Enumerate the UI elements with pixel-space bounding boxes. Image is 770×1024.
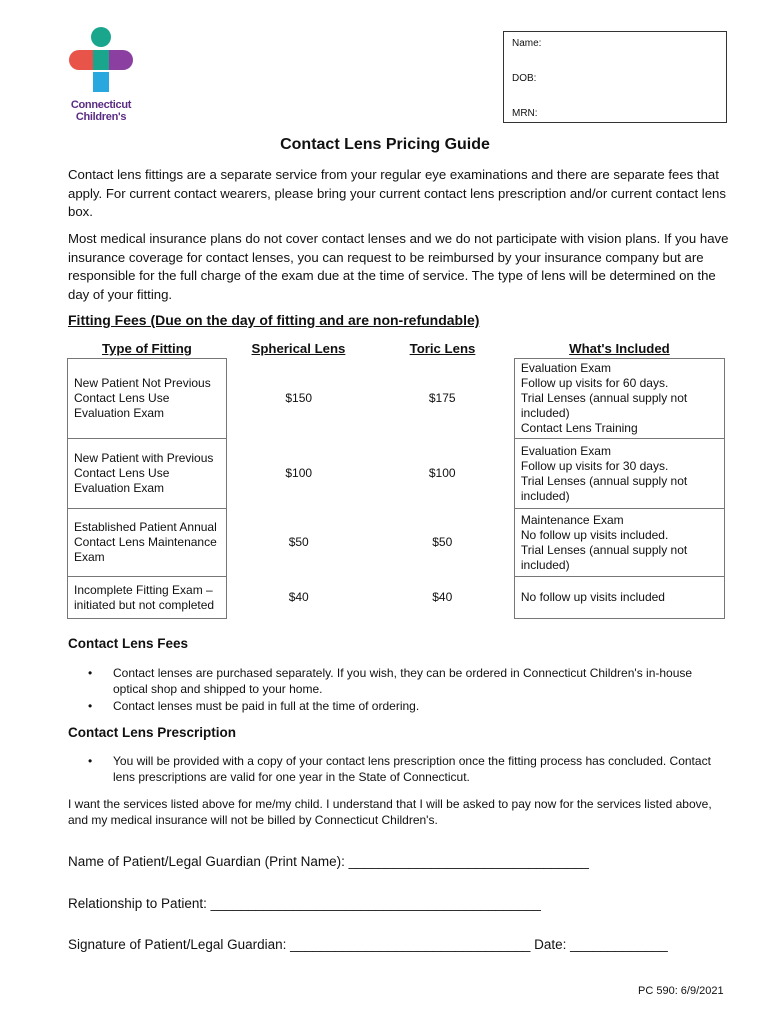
spherical-price-cell: $40: [288, 590, 309, 604]
intro-paragraph-2: Most medical insurance plans do not cover contact lenses and we do not participate with vision plans. If you have insurance coverage for contact lenses, you can request to be reimbursed by your insurance company but are responsible for the full charge of the exam due at the time of service. The type of lens will be determined on the day of your fitting.: [68, 231, 729, 302]
fitting-type-cell: New Patient Not Previous Contact Lens Use Evaluation Exam: [68, 359, 227, 439]
included-item: Trial Lenses (annual supply not included): [520, 542, 688, 572]
logo-mark-icon: [66, 26, 136, 94]
included-item: Contact Lens Training: [520, 421, 638, 435]
table-row: [68, 439, 725, 509]
bullet-icon: •: [88, 699, 93, 713]
prescription-bullet-1: You will be provided with a copy of your contact lens prescription once the fitting process has concluded. Contact lens prescriptions are valid for one year in the State of Connecticut.: [113, 754, 711, 784]
fitting-type-cell: New Patient with Previous Contact Lens Use Evaluation Exam: [68, 439, 227, 509]
toric-price-cell: $100: [428, 466, 456, 480]
spherical-price-cell: $50: [288, 535, 309, 549]
fitting-type-cell: Established Patient Annual Contact Lens Maintenance Exam: [68, 509, 227, 577]
toric-price-cell: $40: [432, 590, 453, 604]
included-item: Evaluation Exam: [520, 361, 611, 375]
included-item: Maintenance Exam: [520, 512, 624, 527]
included-item: Follow up visits for 30 days.: [520, 458, 669, 473]
fees-bullet-1: Contact lenses are purchased separately. If you wish, they can be ordered in Connecticut Children's in-house optical shop and shipped to your home.: [113, 666, 693, 696]
column-toric-lens: Toric Lens: [409, 341, 476, 357]
spherical-price-cell: $100: [285, 466, 313, 480]
included-cell: [514, 359, 724, 439]
page-title: Contact Lens Pricing Guide: [280, 136, 490, 153]
connecticut-childrens-logo: [66, 26, 136, 121]
column-type-of-fitting: Type of Fitting: [101, 341, 192, 356]
dob-label: DOB:: [512, 73, 537, 84]
included-item: Evaluation Exam: [520, 443, 611, 458]
table-header-row: [68, 341, 725, 359]
table-row: [68, 577, 725, 619]
form-code: PC 590: 6/9/2021: [638, 985, 724, 997]
logo-text-line2: Children's: [75, 111, 127, 123]
column-spherical-lens: Spherical Lens: [251, 341, 346, 357]
included-item: Trial Lenses (annual supply not included): [520, 391, 688, 420]
spherical-price-cell: $150: [285, 391, 313, 405]
toric-price-cell: $50: [432, 535, 453, 549]
included-item: No follow up visits included.: [520, 527, 669, 542]
included-cell: [514, 509, 724, 577]
toric-price-cell: $175: [428, 391, 456, 405]
patient-info-box: [503, 31, 727, 123]
fitting-type-cell: Incomplete Fitting Exam – initiated but not completed: [68, 577, 227, 619]
logo-text-line1: Connecticut: [70, 99, 132, 111]
contact-lens-fees-heading: Contact Lens Fees: [68, 636, 189, 651]
column-whats-included: What's Included: [569, 341, 670, 356]
signature-date-line: Signature of Patient/Legal Guardian: ________________________________ Date: _____________: [68, 937, 668, 952]
fees-bullet-2: Contact lenses must be paid in full at the time of ordering.: [113, 699, 420, 713]
intro-paragraph-1: Contact lens fittings are a separate service from your regular eye examinations and there are separate fees that apply. For current contact wearers, please bring your current contact lens prescription and/or current contact lens box.: [68, 167, 726, 219]
name-label: Name:: [512, 38, 542, 49]
bullet-icon: •: [88, 666, 93, 680]
agreement-text: I want the services listed above for me/my child. I understand that I will be asked to pay now for the services listed above, and my medical insurance will not be billed by Connecticut Children's.: [68, 797, 712, 827]
relationship-line: Relationship to Patient: ____________________________________________: [68, 896, 541, 911]
bullet-icon: •: [88, 754, 93, 768]
mrn-label: MRN:: [512, 108, 538, 119]
fitting-fees-heading: Fitting Fees (Due on the day of fitting and are non-refundable): [68, 312, 480, 328]
included-item: Trial Lenses (annual supply not included): [520, 473, 688, 503]
included-item: No follow up visits included: [520, 590, 665, 604]
print-name-line: Name of Patient/Legal Guardian (Print Name): ________________________________: [68, 854, 589, 869]
prescription-heading: Contact Lens Prescription: [68, 725, 237, 740]
included-cell: [514, 577, 724, 619]
included-cell: [514, 439, 724, 509]
included-item: Follow up visits for 60 days.: [520, 376, 669, 390]
table-row: [68, 509, 725, 577]
table-row: [68, 359, 725, 439]
fitting-fees-table: [67, 341, 725, 619]
